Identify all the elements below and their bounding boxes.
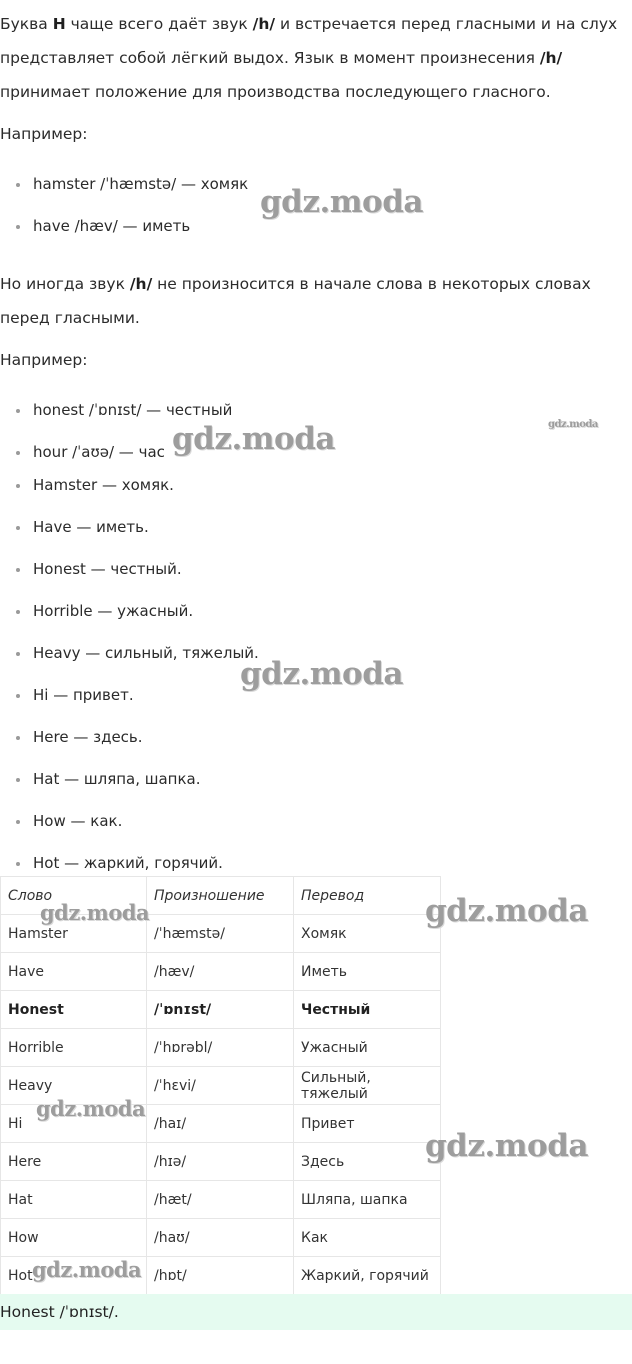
words-table — [0, 876, 441, 1295]
silent-h-paragraph — [0, 267, 630, 335]
cell-translation: Сильный, тяжелый — [294, 1067, 441, 1105]
table-row — [1, 1181, 441, 1219]
bullet-icon — [16, 484, 20, 488]
list-item-text: honest /ˈɒnɪst/ — честный — [33, 401, 233, 419]
list-item — [0, 174, 248, 216]
list-item — [0, 559, 259, 601]
list-item-text: Have — иметь. — [33, 517, 149, 536]
cell-word: Heavy — [1, 1067, 147, 1105]
table-row — [1, 953, 441, 991]
cell-pronunciation: /hæt/ — [147, 1181, 294, 1219]
table-row — [1, 1029, 441, 1067]
bullet-icon — [16, 409, 20, 413]
table-row — [1, 1257, 441, 1295]
cell-word: Hamster — [1, 915, 147, 953]
cell-pronunciation: /haʊ/ — [147, 1219, 294, 1257]
cell-pronunciation: /hɒt/ — [147, 1257, 294, 1295]
list-item-text: Hamster — хомяк. — [33, 475, 174, 494]
intro-text: Буква — [0, 15, 53, 33]
watermark: gdz.moda — [425, 893, 588, 929]
cell-word: Have — [1, 953, 147, 991]
list-item-text: Hot — жаркий, горячий. — [33, 853, 223, 872]
cell-translation: Хомяк — [294, 915, 441, 953]
cell-translation: Привет — [294, 1105, 441, 1143]
bullet-icon — [16, 225, 20, 229]
cell-translation: Как — [294, 1219, 441, 1257]
cell-word: Hi — [1, 1105, 147, 1143]
cell-word: How — [1, 1219, 147, 1257]
cell-translation: Ужасный — [294, 1029, 441, 1067]
cell-pronunciation: /ˈhæmstə/ — [147, 915, 294, 953]
examples-list-2 — [0, 400, 259, 895]
list-item-text: Horrible — ужасный. — [33, 601, 194, 620]
cell-pronunciation: /ˈɒnɪst/ — [147, 991, 294, 1029]
answer-box: Honest /ˈɒnɪst/. — [0, 1294, 632, 1330]
watermark: gdz.moda — [240, 656, 403, 692]
cell-word: Honest — [1, 991, 147, 1029]
cell-translation: Иметь — [294, 953, 441, 991]
cell-word: Hat — [1, 1181, 147, 1219]
header-word: Слово — [1, 877, 147, 915]
list-item-text: Heavy — сильный, тяжелый. — [33, 643, 259, 662]
bullet-icon — [16, 451, 20, 455]
silent-text: Но иногда звук — [0, 275, 130, 293]
sound-h: /h/ — [129, 275, 153, 293]
cell-translation: Здесь — [294, 1143, 441, 1181]
sound-h: /h/ — [252, 15, 276, 33]
cell-translation: Шляпа, шапка — [294, 1181, 441, 1219]
list-item — [0, 517, 259, 559]
list-item-text: Here — здесь. — [33, 727, 143, 746]
silent-text: не произносится в начале слова в некоторых словах перед гласными. — [0, 275, 591, 327]
bullet-icon — [16, 694, 20, 698]
cell-translation: Честный — [294, 991, 441, 1029]
list-item-text: hour /ˈaʊə/ — час — [33, 443, 165, 461]
header-pronunciation: Произношение — [147, 877, 294, 915]
watermark: gdz.moda — [36, 1096, 146, 1121]
list-item — [0, 769, 259, 811]
list-item — [0, 400, 259, 442]
table-row — [1, 1105, 441, 1143]
cell-pronunciation: /haɪ/ — [147, 1105, 294, 1143]
watermark: gdz.moda — [40, 900, 150, 925]
sound-h: /h/ — [539, 49, 563, 67]
list-item — [0, 685, 259, 727]
bullet-icon — [16, 652, 20, 656]
list-item — [0, 475, 259, 517]
cell-pronunciation: /hæv/ — [147, 953, 294, 991]
table-row — [1, 1067, 441, 1105]
examples-list-1 — [0, 174, 248, 258]
example-label: Например: — [0, 125, 88, 143]
table-row — [1, 1219, 441, 1257]
watermark: gdz.moda — [172, 421, 335, 457]
example-label: Например: — [0, 351, 88, 369]
intro-text: чаще всего даёт звук — [65, 15, 253, 33]
list-item — [0, 727, 259, 769]
list-item-text: hamster /ˈhæmstə/ — хомяк — [33, 175, 249, 193]
cell-translation: Жаркий, горячий — [294, 1257, 441, 1295]
intro-paragraph — [0, 7, 630, 109]
bullet-icon — [16, 778, 20, 782]
bullet-icon — [16, 736, 20, 740]
bullet-icon — [16, 610, 20, 614]
list-item — [0, 643, 259, 685]
watermark: gdz.moda — [548, 419, 598, 430]
watermark: gdz.moda — [32, 1257, 142, 1282]
list-item — [0, 216, 248, 258]
list-item-text: Hat — шляпа, шапка. — [33, 769, 201, 788]
cell-pronunciation: /ˈhɒrəbl/ — [147, 1029, 294, 1067]
header-translation: Перевод — [294, 877, 441, 915]
cell-word: Hot — [1, 1257, 147, 1295]
cell-pronunciation: /ˈhɛvi/ — [147, 1067, 294, 1105]
list-item-text: Honest — честный. — [33, 559, 182, 578]
list-item — [0, 601, 259, 643]
intro-text: принимает положение для производства последующего гласного. — [0, 83, 551, 101]
watermark: gdz.moda — [260, 184, 423, 220]
bullet-icon — [16, 862, 20, 866]
list-item-text: How — как. — [33, 811, 123, 830]
watermark: gdz.moda — [425, 1128, 588, 1164]
bullet-icon — [16, 183, 20, 187]
table-row — [1, 1143, 441, 1181]
list-item-text: have /hæv/ — иметь — [33, 217, 191, 235]
bullet-icon — [16, 568, 20, 572]
cell-word: Here — [1, 1143, 147, 1181]
bullet-icon — [16, 820, 20, 824]
table-row — [1, 991, 441, 1029]
table-header-row — [1, 877, 441, 915]
list-item — [0, 811, 259, 853]
cell-pronunciation: /hɪə/ — [147, 1143, 294, 1181]
list-item-text: Hi — привет. — [33, 685, 134, 704]
list-item — [0, 442, 259, 475]
table-row — [1, 915, 441, 953]
intro-text: и встречается перед гласными и на слух представляет собой лёгкий выдох. Язык в момент произнесения — [0, 15, 618, 67]
letter-h: H — [52, 15, 66, 33]
cell-word: Horrible — [1, 1029, 147, 1067]
bullet-icon — [16, 526, 20, 530]
